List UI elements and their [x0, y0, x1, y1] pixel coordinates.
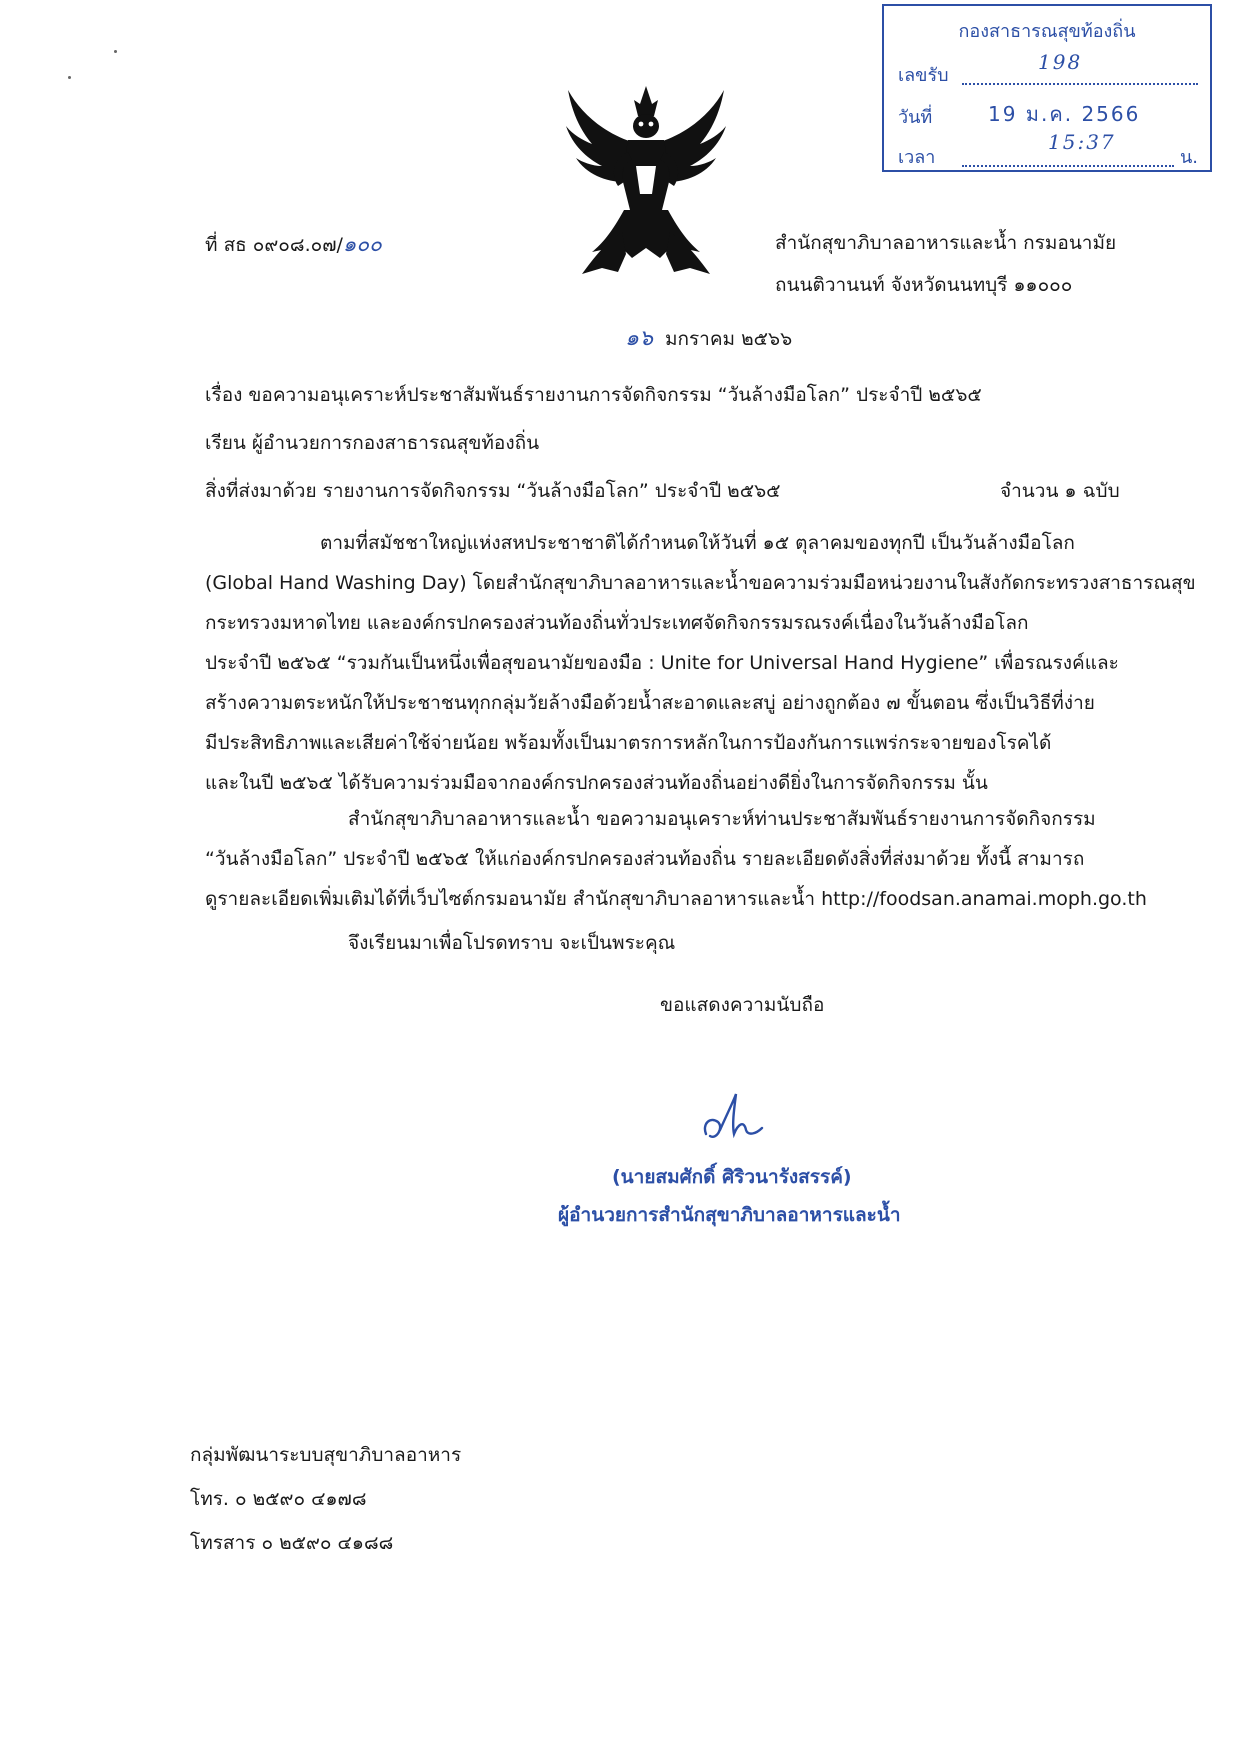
paragraph-line: ดูรายละเอียดเพิ่มเติมได้ที่เว็บไซต์กรมอนามัย สำนักสุขาภิบาลอาหารและน้ำ http://foodsan.anamai.moph.go.th [205, 888, 1147, 910]
stamp-title: กองสาธารณสุขท้องถิ่น [958, 21, 1136, 42]
footer-telephone: โทร. ๐ ๒๕๙๐ ๔๑๗๘ [190, 1488, 367, 1510]
office-address-line1: สำนักสุขาภิบาลอาหารและน้ำ กรมอนามัย [775, 232, 1117, 254]
closing-line: จึงเรียนมาเพื่อโปรดทราบ จะเป็นพระคุณ [348, 932, 676, 954]
letter-date-day: ๑๖ [625, 326, 653, 351]
paragraph-line: ประจำปี ๒๕๖๕ “รวมกันเป็นหนึ่งเพื่อสุขอนามัยของมือ : Unite for Universal Hand Hygiene” เพื่อรณรงค์และ [205, 652, 1119, 674]
footer-unit: กลุ่มพัฒนาระบบสุขาภิบาลอาหาร [190, 1444, 462, 1466]
stamp-time-value: 15:37 [1048, 130, 1116, 154]
salutation-line: เรียน ผู้อำนวยการกองสาธารณสุขท้องถิ่น [205, 432, 540, 454]
letter-date [625, 320, 792, 355]
reference-number [205, 228, 382, 261]
footer-fax: โทรสาร ๐ ๒๕๙๐ ๔๑๘๘ [190, 1532, 394, 1554]
stamp-date-row [898, 102, 1198, 131]
enclosure-line: สิ่งที่ส่งมาด้วย รายงานการจัดกิจกรรม “วันล้างมือโลก” ประจำปี ๒๕๖๕ [205, 480, 781, 502]
office-address-line2: ถนนติวานนท์ จังหวัดนนทบุรี ๑๑๐๐๐ [775, 274, 1073, 296]
stamp-receipt-number: 198 [1038, 50, 1083, 74]
signer-title: ผู้อำนวยการสำนักสุขาภิบาลอาหารและน้ำ [558, 1204, 901, 1226]
scan-speck [114, 50, 117, 53]
stamp-receipt-row [898, 50, 1198, 89]
regards-line: ขอแสดงความนับถือ [660, 994, 825, 1016]
stamp-time-label: เวลา [898, 147, 936, 168]
stamp-time-suffix: น. [1179, 147, 1198, 168]
signer-name: (นายสมศักดิ์ ศิริวนารังสรรค์) [612, 1166, 852, 1188]
paragraph-line: และในปี ๒๕๖๕ ได้รับความร่วมมือจากองค์กรปกครองส่วนท้องถิ่นอย่างดียิ่งในการจัดกิจกรรม นั้น [205, 772, 988, 794]
subject-line: เรื่อง ขอความอนุเคราะห์ประชาสัมพันธ์รายงานการจัดกิจกรรม “วันล้างมือโลก” ประจำปี ๒๕๖๕ [205, 384, 982, 406]
scan-speck [68, 76, 71, 79]
letter-date-month-year: มกราคม ๒๕๖๖ [664, 328, 793, 350]
garuda-emblem-icon [562, 82, 730, 278]
paragraph-line: (Global Hand Washing Day) โดยสำนักสุขาภิบาลอาหารและน้ำขอความร่วมมือหน่วยงานในสังกัดกระทรวงสาธารณสุข [205, 572, 1196, 594]
reference-handwritten-number: ๑๐๐ [342, 232, 382, 256]
enclosure-count: จำนวน ๑ ฉบับ [1000, 480, 1120, 502]
paragraph-line: มีประสิทธิภาพและเสียค่าใช้จ่ายน้อย พร้อมทั้งเป็นมาตรการหลักในการป้องกันการแพร่กระจายของโรคได้ [205, 732, 1052, 754]
paragraph-line: สำนักสุขาภิบาลอาหารและน้ำ ขอความอนุเคราะห์ท่านประชาสัมพันธ์รายงานการจัดกิจกรรม [348, 808, 1096, 830]
reference-prefix: ที่ สธ ๐๙๐๘.๐๗/ [205, 234, 343, 256]
paragraph-line: “วันล้างมือโลก” ประจำปี ๒๕๖๕ ให้แก่องค์กรปกครองส่วนท้องถิ่น รายละเอียดดังสิ่งที่ส่งมาด้วย ทั้งนี้ สามารถ [205, 848, 1085, 870]
stamp-date-label: วันที่ [898, 107, 933, 128]
paragraph-line: สร้างความตระหนักให้ประชาชนทุกกลุ่มวัยล้างมือด้วยน้ำสะอาดและสบู่ อย่างถูกต้อง ๗ ขั้นตอน ซึ่งเป็นวิธีที่ง่าย [205, 692, 1095, 714]
handwritten-signature-icon [700, 1090, 770, 1150]
stamp-receipt-label: เลขรับ [898, 65, 949, 86]
paragraph-line: ตามที่สมัชชาใหญ่แห่งสหประชาชาติได้กำหนดให้วันที่ ๑๕ ตุลาคมของทุกปี เป็นวันล้างมือโลก [320, 532, 1075, 554]
paragraph-line: กระทรวงมหาดไทย และองค์กรปกครองส่วนท้องถิ่นทั่วประเทศจัดกิจกรรมรณรงค์เนื่องในวันล้างมือโลก [205, 612, 1029, 634]
stamp-date-value: 19 ม.ค. 2566 [988, 102, 1141, 126]
receiving-stamp [882, 4, 1212, 172]
stamp-time-row [898, 130, 1198, 171]
